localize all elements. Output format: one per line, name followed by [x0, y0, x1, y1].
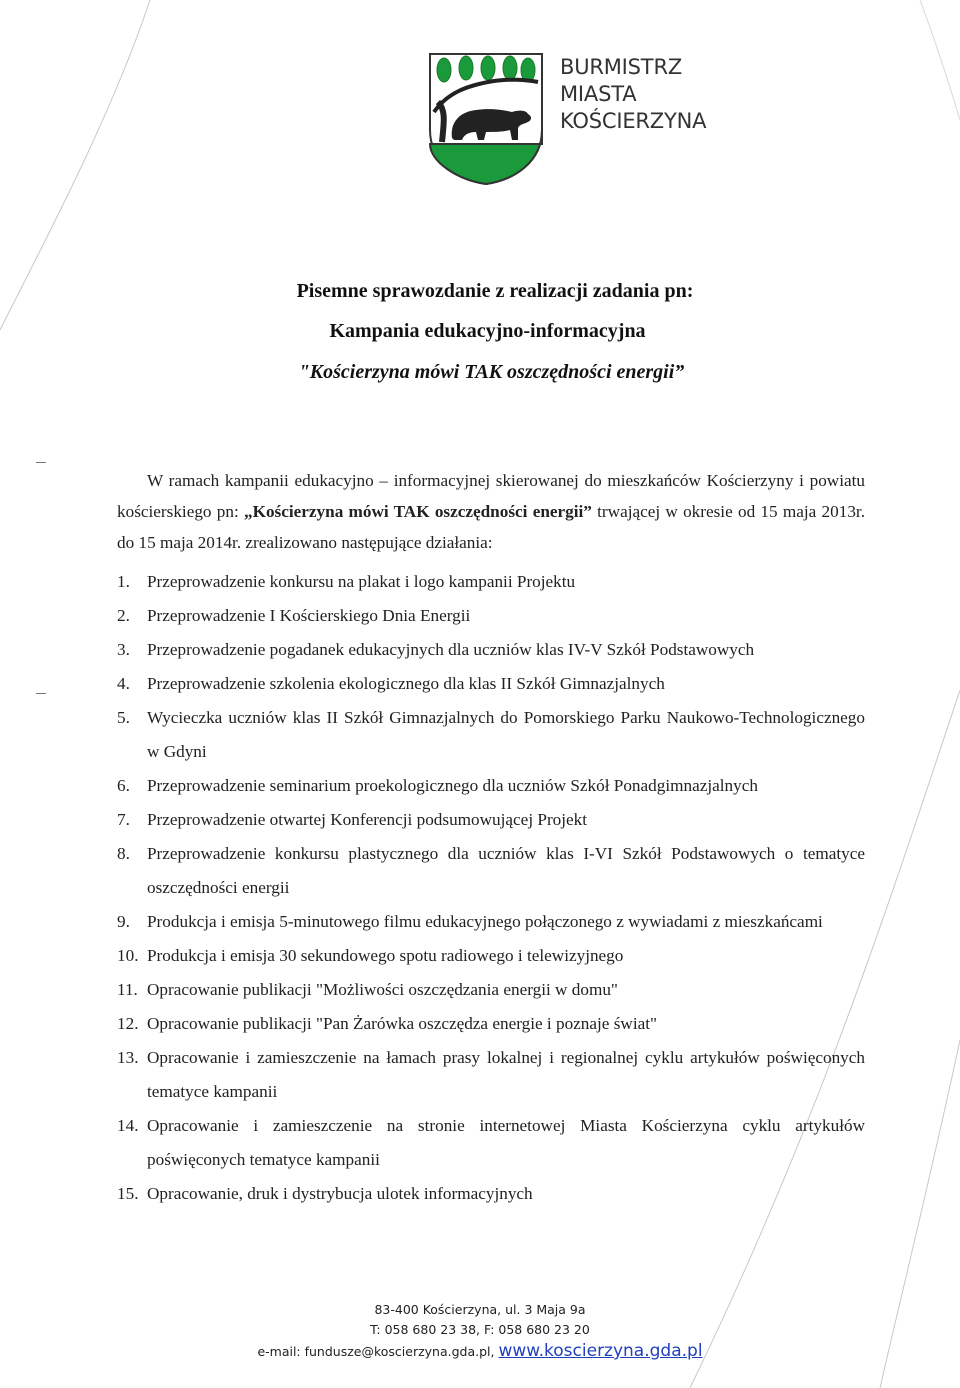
item-text: Opracowanie i zamieszczenie na łamach prasy lokalnej i regionalnej cyklu artykułów poświęconych tematyce kampanii	[147, 1048, 865, 1101]
intro-text: trwającej w okresie od 15 maja 2013r. do 15 maja 2014r. zrealizowano następujące działania:	[117, 502, 865, 552]
item-number: 12.	[117, 1014, 139, 1033]
item-number: 13.	[117, 1048, 139, 1067]
item-number: 4.	[117, 674, 130, 693]
item-text: Przeprowadzenie szkolenia ekologicznego dla klas II Szkół Gimnazjalnych	[147, 674, 665, 693]
footer-address: 83-400 Kościerzyna, ul. 3 Maja 9a	[374, 1302, 586, 1317]
item-text: Przeprowadzenie konkursu na plakat i logo kampanii Projektu	[147, 572, 576, 591]
title-line: Pisemne sprawozdanie z realizacji zadania pn:	[296, 280, 694, 302]
intro-text: W ramach kampanii edukacyjno – informacyjnej skierowanej do mieszkańców Kościerzyny i powiatu kościerskiego pn:	[117, 471, 865, 521]
list-item	[117, 633, 865, 667]
item-number: 1.	[117, 572, 130, 591]
item-number: 8.	[117, 844, 130, 863]
list-item	[117, 565, 865, 599]
title-line: Kampania edukacyjno-informacyjna	[329, 320, 646, 342]
item-number: 3.	[117, 640, 130, 659]
list-item	[117, 599, 865, 633]
list-item	[117, 1041, 865, 1109]
item-text: Opracowanie publikacji "Możliwości oszczędzania energii w domu"	[147, 980, 618, 999]
item-text: Opracowanie, druk i dystrybucja ulotek informacyjnych	[147, 1184, 533, 1203]
item-number: 5.	[117, 708, 130, 727]
item-number: 6.	[117, 776, 130, 795]
item-text: Przeprowadzenie pogadanek edukacyjnych dla uczniów klas IV-V Szkół Podstawowych	[147, 640, 755, 659]
item-number: 11.	[117, 980, 138, 999]
activities-list	[117, 565, 865, 1211]
item-text: Opracowanie publikacji "Pan Żarówka oszczędza energie i poznaje świat"	[147, 1014, 658, 1033]
item-number: 15.	[117, 1184, 139, 1203]
coat-of-arms-icon	[428, 52, 544, 186]
list-item	[117, 1007, 865, 1041]
item-number: 10.	[117, 946, 139, 965]
campaign-name: „Kościerzyna mówi TAK oszczędności energii”	[244, 502, 592, 521]
item-text: Przeprowadzenie I Kościerskiego Dnia Energii	[147, 606, 471, 625]
list-item	[117, 905, 865, 939]
footer-contact	[0, 1300, 960, 1363]
footer-phone: T: 058 680 23 38, F: 058 680 23 20	[370, 1322, 590, 1337]
list-item	[117, 939, 865, 973]
list-item	[117, 803, 865, 837]
item-text: Produkcja i emisja 5-minutowego filmu edukacyjnego połączonego z wywiadami z mieszkańcami	[147, 912, 823, 931]
item-text: Przeprowadzenie seminarium proekologicznego dla uczniów Szkół Ponadgimnazjalnych	[147, 776, 758, 795]
list-item	[117, 837, 865, 905]
website-link[interactable]: www.koscierzyna.gda.pl	[498, 1341, 703, 1361]
org-line: KOŚCIERZYNA	[560, 109, 707, 133]
item-number: 9.	[117, 912, 130, 931]
margin-mark	[36, 693, 46, 694]
title-line: "Kościerzyna mówi TAK oszczędności energii”	[298, 361, 685, 383]
org-line: MIASTA	[560, 82, 637, 106]
list-item	[117, 769, 865, 803]
item-number: 2.	[117, 606, 130, 625]
item-text: Wycieczka uczniów klas II Szkół Gimnazjalnych do Pomorskiego Parku Naukowo-Technologicznego w Gdyni	[147, 708, 865, 761]
organization-name	[560, 54, 706, 135]
item-text: Przeprowadzenie otwartej Konferencji podsumowującej Projekt	[147, 810, 588, 829]
item-text: Produkcja i emisja 30 sekundowego spotu radiowego i telewizyjnego	[147, 946, 624, 965]
item-text: Opracowanie i zamieszczenie na stronie internetowej Miasta Kościerzyna cyklu artykułów poświęconych tematyce kampanii	[147, 1116, 865, 1169]
list-item	[117, 667, 865, 701]
item-number: 14.	[117, 1116, 139, 1135]
item-number: 7.	[117, 810, 130, 829]
intro-paragraph	[117, 465, 865, 558]
margin-mark	[36, 462, 46, 463]
list-item	[117, 1177, 865, 1211]
list-item	[117, 701, 865, 769]
item-text: Przeprowadzenie konkursu plastycznego dla uczniów klas I-VI Szkół Podstawowych o tematyce oszczędności energii	[147, 844, 865, 897]
list-item	[117, 973, 865, 1007]
footer-email: e-mail: fundusze@koscierzyna.gda.pl,	[257, 1344, 499, 1359]
org-line: BURMISTRZ	[560, 55, 683, 79]
list-item	[117, 1109, 865, 1177]
